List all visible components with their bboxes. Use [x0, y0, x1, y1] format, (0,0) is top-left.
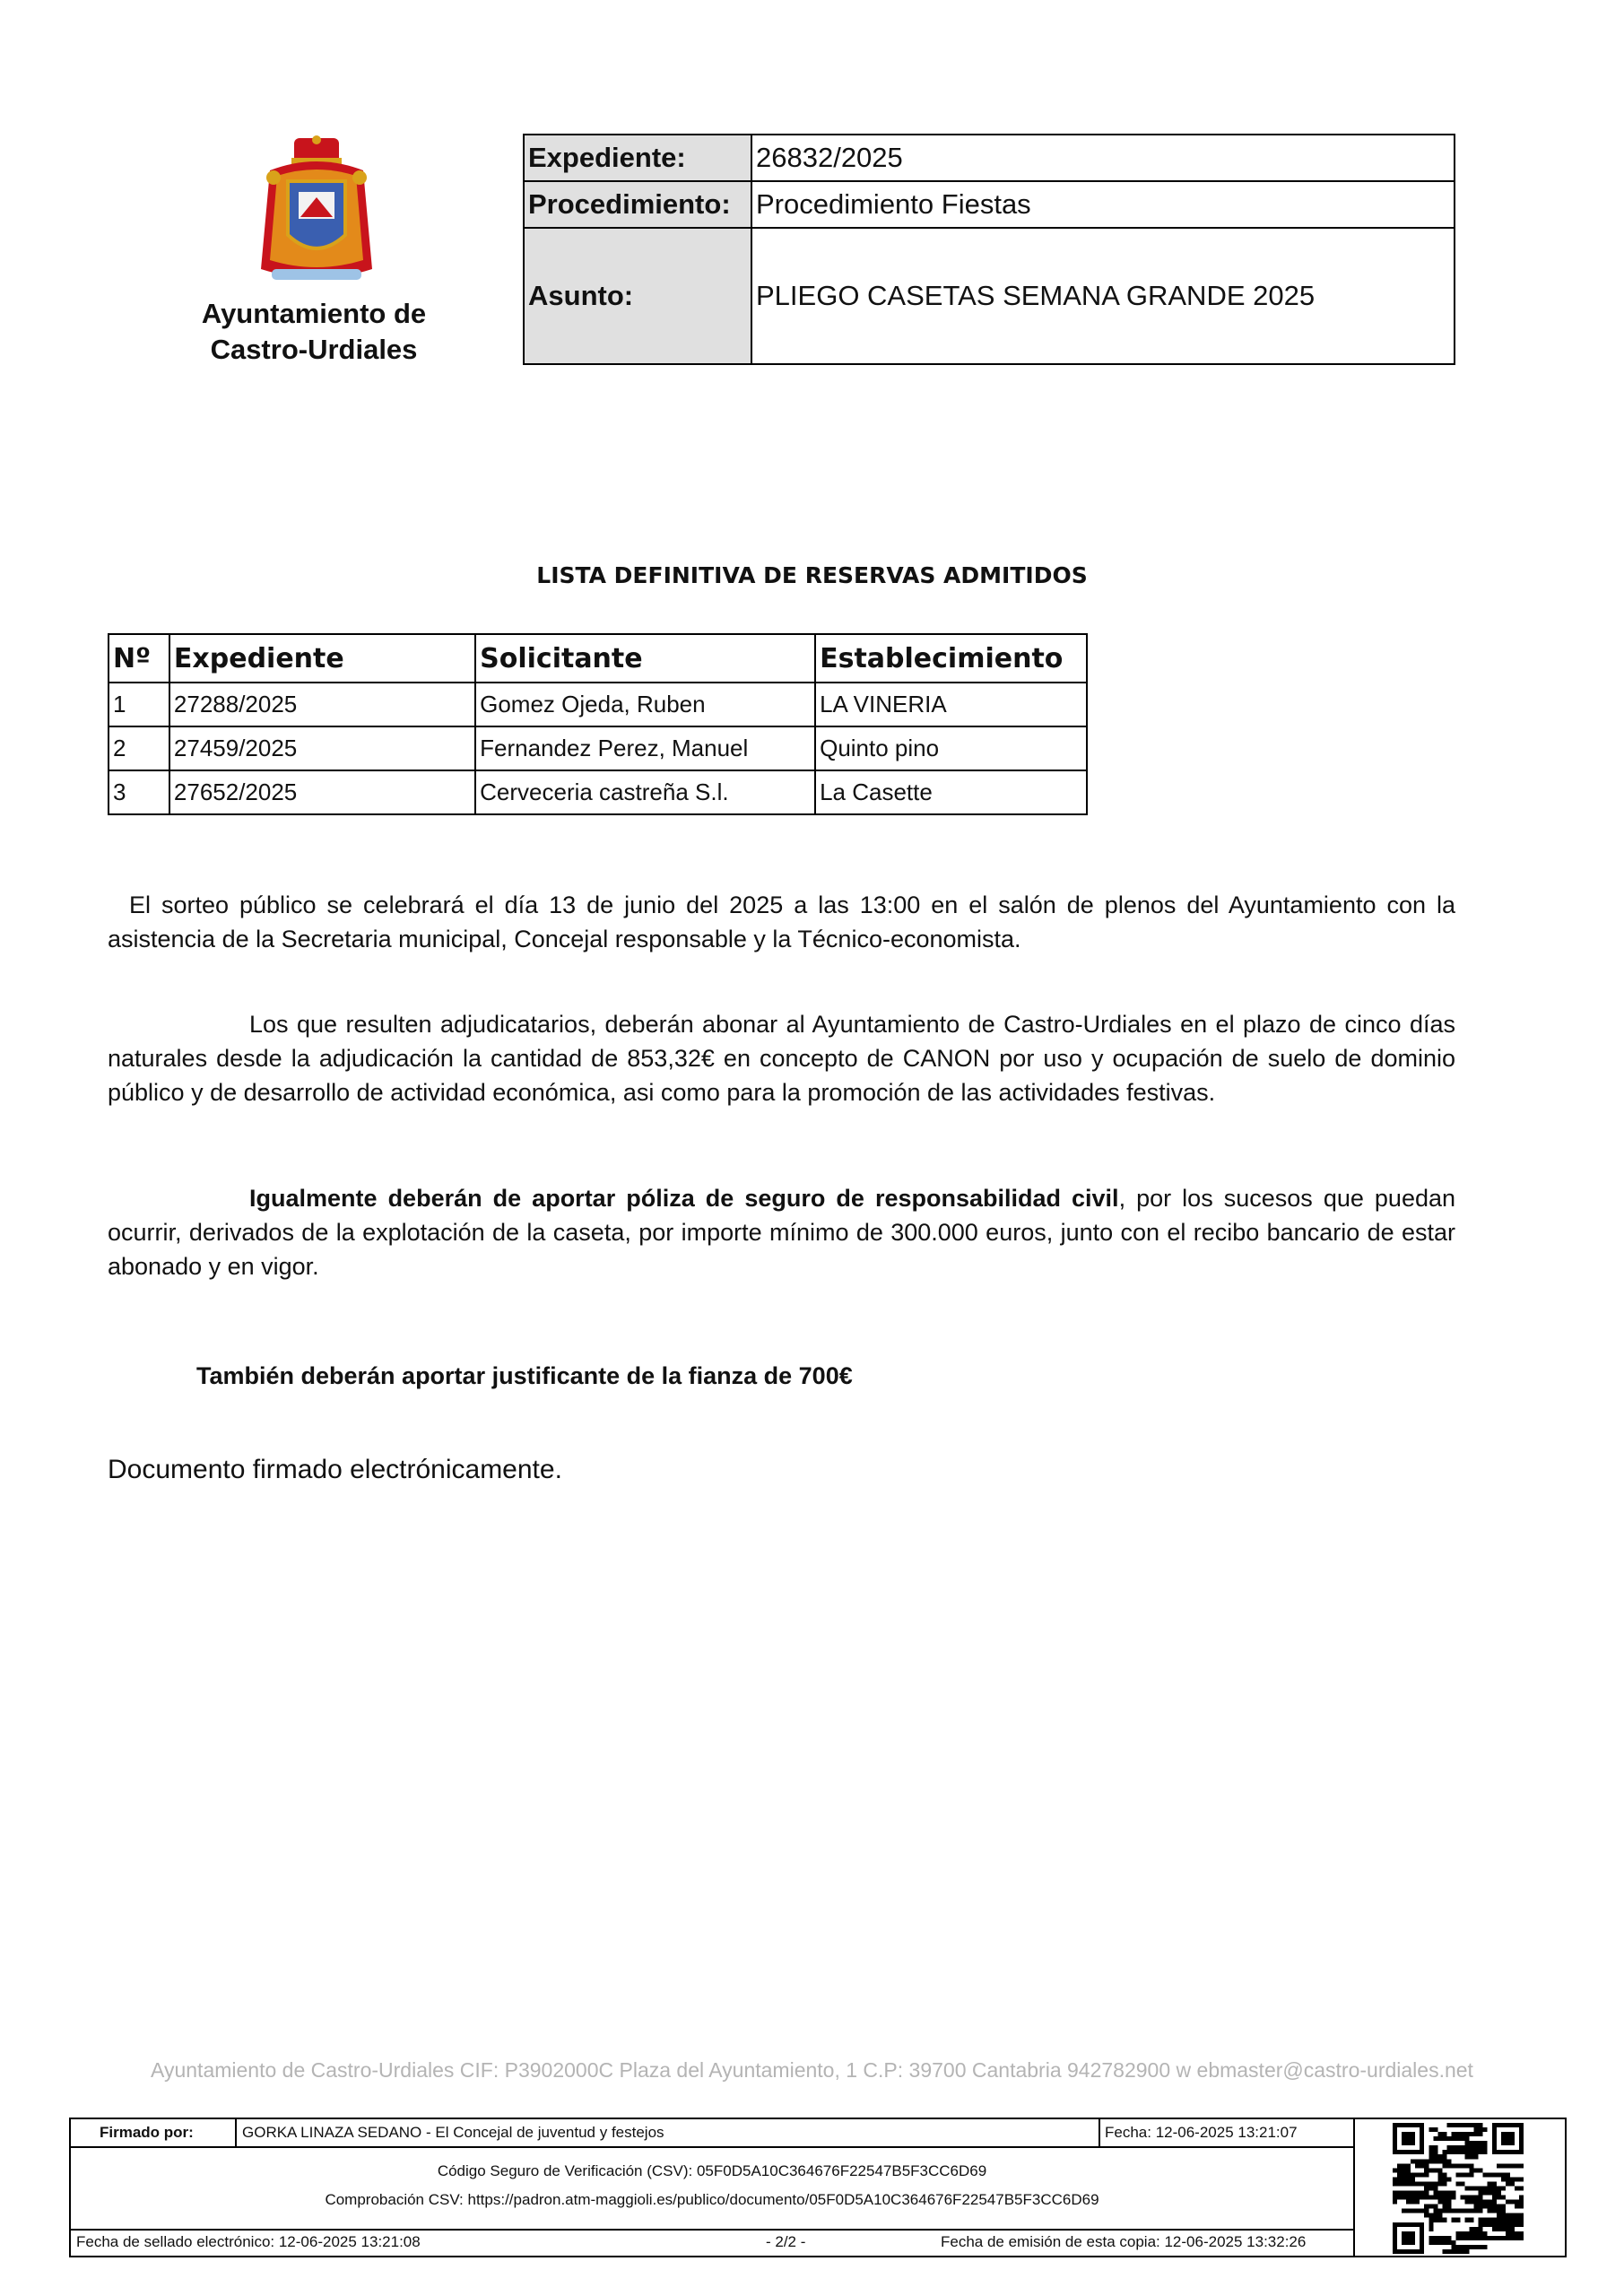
table-cell: 27288/2025 — [169, 683, 475, 726]
csv-code: Código Seguro de Verificación (CSV): 05F0D5A10C364676F22547B5F3CC6D69 — [437, 2162, 987, 2179]
seguro-bold-text: Igualmente deberán de aportar póliza de seguro de responsabilidad civil — [249, 1185, 1119, 1212]
table-cell: Quinto pino — [815, 726, 1087, 770]
org-name-line2: Castro-Urdiales — [210, 334, 418, 365]
table-cell: 27652/2025 — [169, 770, 475, 814]
table-cell: 27459/2025 — [169, 726, 475, 770]
coat-of-arms-logo — [254, 135, 379, 289]
copy-date: Fecha de emisión de esta copia: 12-06-2025 13:32:26 — [941, 2233, 1307, 2250]
table-cell: 2 — [109, 726, 169, 770]
footer-address: Ayuntamiento de Castro-Urdiales CIF: P3902000C Plaza del Ayuntamiento, 1 C.P: 39700 Cantabria 942782900 w ebmaster@castro-urdiales.net — [151, 2058, 1473, 2082]
asunto-label: Asunto: — [524, 228, 751, 364]
table-cell: LA VINERIA — [815, 683, 1087, 726]
column-header: Establecimiento — [815, 634, 1087, 683]
reservations-table — [108, 633, 1088, 815]
table-cell: La Casette — [815, 770, 1087, 814]
table-cell: 3 — [109, 770, 169, 814]
organization-name — [179, 296, 448, 368]
signed-by-label: Firmado por: — [100, 2124, 194, 2141]
signature-box — [69, 2118, 1567, 2257]
seal-date: Fecha de sellado electrónico: 12-06-2025 13:21:08 — [76, 2233, 421, 2250]
expediente-label: Expediente: — [524, 135, 751, 181]
seguro-text: , por los sucesos que puedan ocurrir, derivados de la explotación de la caseta, por importe mínimo de 300.000 euros, junto con el recibo bancario de estar abonado y en vigor. — [108, 1185, 1456, 1280]
procedimiento-label: Procedimiento: — [524, 181, 751, 228]
signed-by-value: GORKA LINAZA SEDANO - El Concejal de juventud y festejos — [242, 2124, 664, 2141]
csv-check-link[interactable]: Comprobación CSV: https://padron.atm-maggioli.es/publico/documento/05F0D5A10C364676F22547B5F3CC6D69 — [325, 2191, 1099, 2208]
procedimiento-value: Procedimiento Fiestas — [751, 181, 1455, 228]
column-header: Expediente — [169, 634, 475, 683]
table-cell: Fernandez Perez, Manuel — [475, 726, 815, 770]
table-row — [109, 726, 1087, 770]
asunto-value: PLIEGO CASETAS SEMANA GRANDE 2025 — [751, 228, 1455, 364]
paragraph-sorteo: El sorteo público se celebrará el día 13 de junio del 2025 a las 13:00 en el salón de plenos del Ayuntamiento con la asistencia de la Secretaria municipal, Concejal responsable y la Técnico-economista. — [108, 891, 1455, 952]
table-cell: Gomez Ojeda, Ruben — [475, 683, 815, 726]
column-header: Nº — [109, 634, 169, 683]
page-number: - 2/2 - — [766, 2233, 806, 2250]
table-header-row — [109, 634, 1087, 683]
qr-code-icon — [1392, 2123, 1524, 2254]
table-row — [109, 770, 1087, 814]
table-cell: 1 — [109, 683, 169, 726]
paragraph-fianza: También deberán aportar justificante de la fianza de 700€ — [196, 1362, 853, 1389]
paragraph-canon: Los que resulten adjudicatarios, deberán abonar al Ayuntamiento de Castro-Urdiales en el plazo de cinco días naturales desde la adjudicación la cantidad de 853,32€ en concepto de CANON por uso y ocupación de suelo de dominio público y de desarrollo de actividad económica, asi como para la promoción de las actividades festivas. — [108, 1011, 1455, 1106]
signed-notice: Documento firmado electrónicamente. — [108, 1455, 562, 1484]
table-cell: Cerveceria castreña S.l. — [475, 770, 815, 814]
case-header-table — [523, 134, 1455, 365]
column-header: Solicitante — [475, 634, 815, 683]
list-title: LISTA DEFINITIVA DE RESERVAS ADMITIDOS — [536, 562, 1088, 588]
paragraph-seguro — [108, 1181, 1455, 1283]
expediente-value: 26832/2025 — [751, 135, 1455, 181]
signature-date: Fecha: 12-06-2025 13:21:07 — [1105, 2124, 1298, 2141]
org-name-line1: Ayuntamiento de — [201, 298, 427, 329]
table-row — [109, 683, 1087, 726]
